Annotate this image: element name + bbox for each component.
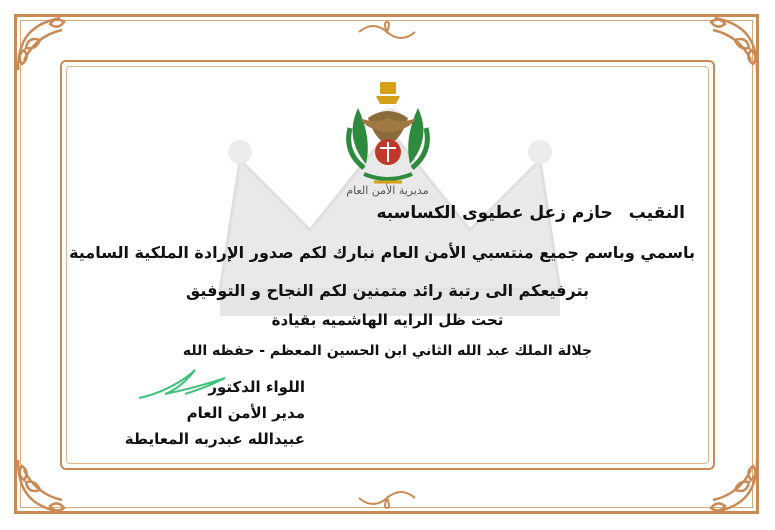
signer-position: مدير الأمن العام: [186, 404, 305, 422]
congrats-line: باسمي وباسم جميع منتسبي الأمن العام نبارك لكم صدور الإرادة الملكية السامية: [69, 243, 695, 262]
signer-title: اللواء الدكتور: [208, 378, 305, 396]
banner-line: تحت ظل الرايه الهاشميه بقيادة: [271, 311, 504, 329]
rank-label: النقيب: [628, 203, 685, 223]
king-line: جلالة الملك عبد الله الثاني ابن الحسين المعظم - حفظه الله: [182, 343, 593, 359]
corner-ornament-icon: [695, 450, 765, 520]
corner-ornament-icon: [695, 10, 765, 80]
emblem-caption: مديرية الأمن العام: [346, 184, 429, 197]
corner-ornament-icon: [10, 450, 80, 520]
recipient-line: [376, 203, 685, 223]
signer-name: عبيدالله عبدربه المعايطة: [124, 430, 305, 448]
bottom-flourish-icon: [357, 486, 417, 510]
recipient-name: حازم زعل عطيوى الكساسبه: [376, 203, 613, 223]
top-flourish-icon: [357, 20, 417, 44]
promotion-line: بترفيعكم الى رتبة رائد متمنين لكم النجاح و التوفيق: [185, 281, 590, 300]
public-security-emblem-icon: [338, 78, 438, 196]
corner-ornament-icon: [10, 10, 80, 80]
